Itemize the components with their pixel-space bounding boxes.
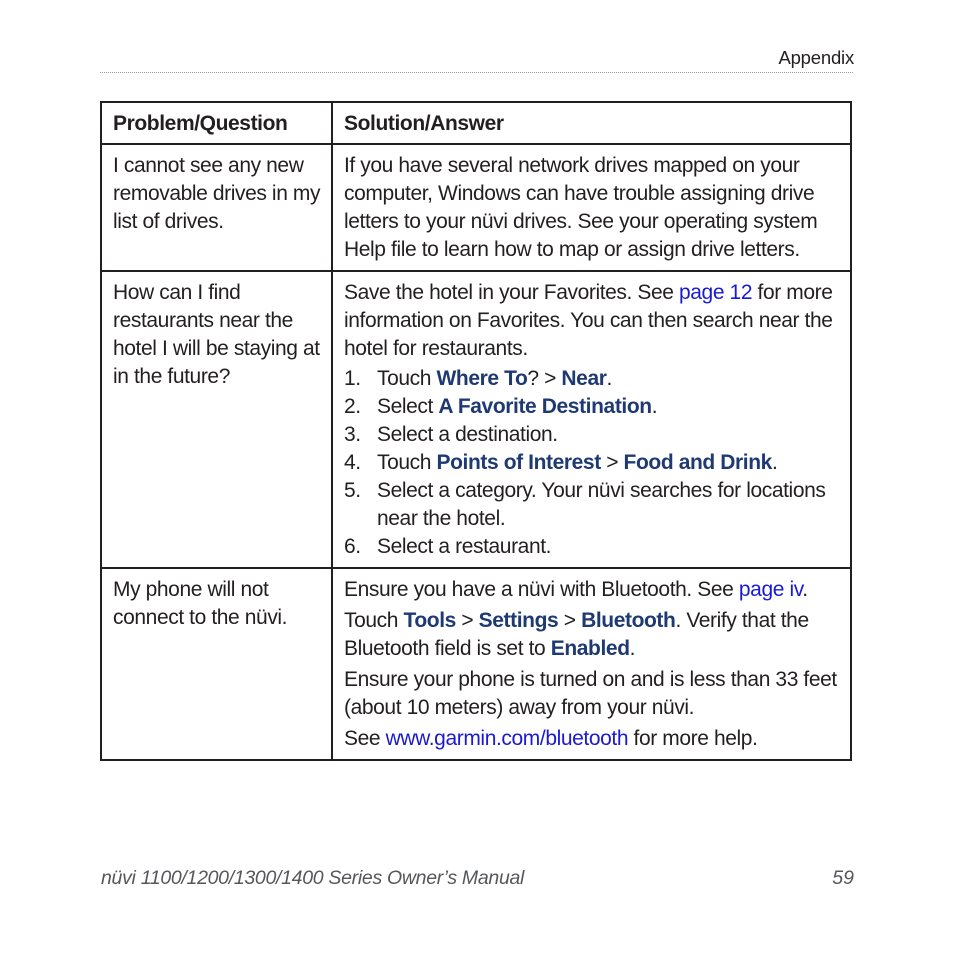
bluetooth-label: Bluetooth xyxy=(581,609,676,632)
page-12-link[interactable]: page 12 xyxy=(679,281,753,304)
footer-manual-title: nüvi 1100/1200/1300/1400 Series Owner’s Manual xyxy=(101,867,525,889)
solution-cell xyxy=(332,271,851,568)
column-header-problem: Problem/Question xyxy=(101,102,332,144)
near-label: Near xyxy=(561,367,607,390)
page-iv-link[interactable]: page iv xyxy=(738,578,803,601)
favorite-destination-label: A Favorite Destination xyxy=(438,395,652,418)
list-item: 2. Select A Favorite Destination. xyxy=(344,395,658,418)
list-item: 4. Touch Points of Interest > Food and Drink. xyxy=(344,451,778,474)
solution-paragraph: Ensure your phone is turned on and is less than 33 feet (about 10 meters) away from your nüvi. xyxy=(344,668,837,719)
list-item: 6. Select a restaurant. xyxy=(344,535,552,558)
where-to-label: Where To xyxy=(436,367,528,390)
solution-paragraph: Touch Tools > Settings > Bluetooth. Verify that the Bluetooth field is set to Enabled. xyxy=(344,609,809,660)
page-number: 59 xyxy=(832,867,854,889)
running-header: Appendix xyxy=(778,47,854,68)
list-item: 1. Touch Where To? > Near. xyxy=(344,367,612,390)
list-item: 5. Select a category. Your nüvi searches for locations near the hotel. xyxy=(344,479,826,530)
problem-cell: How can I find restaurants near the hotel I will be staying at in the future? xyxy=(101,271,332,568)
steps-list xyxy=(344,365,840,561)
troubleshooting-table xyxy=(100,101,852,761)
points-of-interest-label: Points of Interest xyxy=(436,451,601,474)
column-header-solution: Solution/Answer xyxy=(332,102,851,144)
table-row xyxy=(101,271,851,568)
solution-cell xyxy=(332,568,851,760)
header-divider xyxy=(100,72,853,73)
solution-paragraph: See www.garmin.com/bluetooth for more help. xyxy=(344,727,758,750)
settings-label: Settings xyxy=(478,609,559,632)
enabled-label: Enabled xyxy=(550,637,630,660)
problem-cell: My phone will not connect to the nüvi. xyxy=(101,568,332,760)
solution-paragraph: Ensure you have a nüvi with Bluetooth. See page iv. xyxy=(344,578,808,601)
solution-cell: If you have several network drives mapped on your computer, Windows can have trouble assigning drive letters to your nüvi drives. See your operating system Help file to learn how to map or assign drive letters. xyxy=(332,144,851,271)
solution-intro: Save the hotel in your Favorites. See page 12 for more information on Favorites. You can then search near the hotel for restaurants. xyxy=(344,281,833,360)
garmin-bluetooth-link[interactable]: www.garmin.com/bluetooth xyxy=(385,727,629,750)
problem-cell: I cannot see any new removable drives in my list of drives. xyxy=(101,144,332,271)
table-header-row xyxy=(101,102,851,144)
tools-label: Tools xyxy=(403,609,456,632)
table-row xyxy=(101,144,851,271)
food-and-drink-label: Food and Drink xyxy=(623,451,772,474)
table-row xyxy=(101,568,851,760)
list-item: 3. Select a destination. xyxy=(344,423,558,446)
